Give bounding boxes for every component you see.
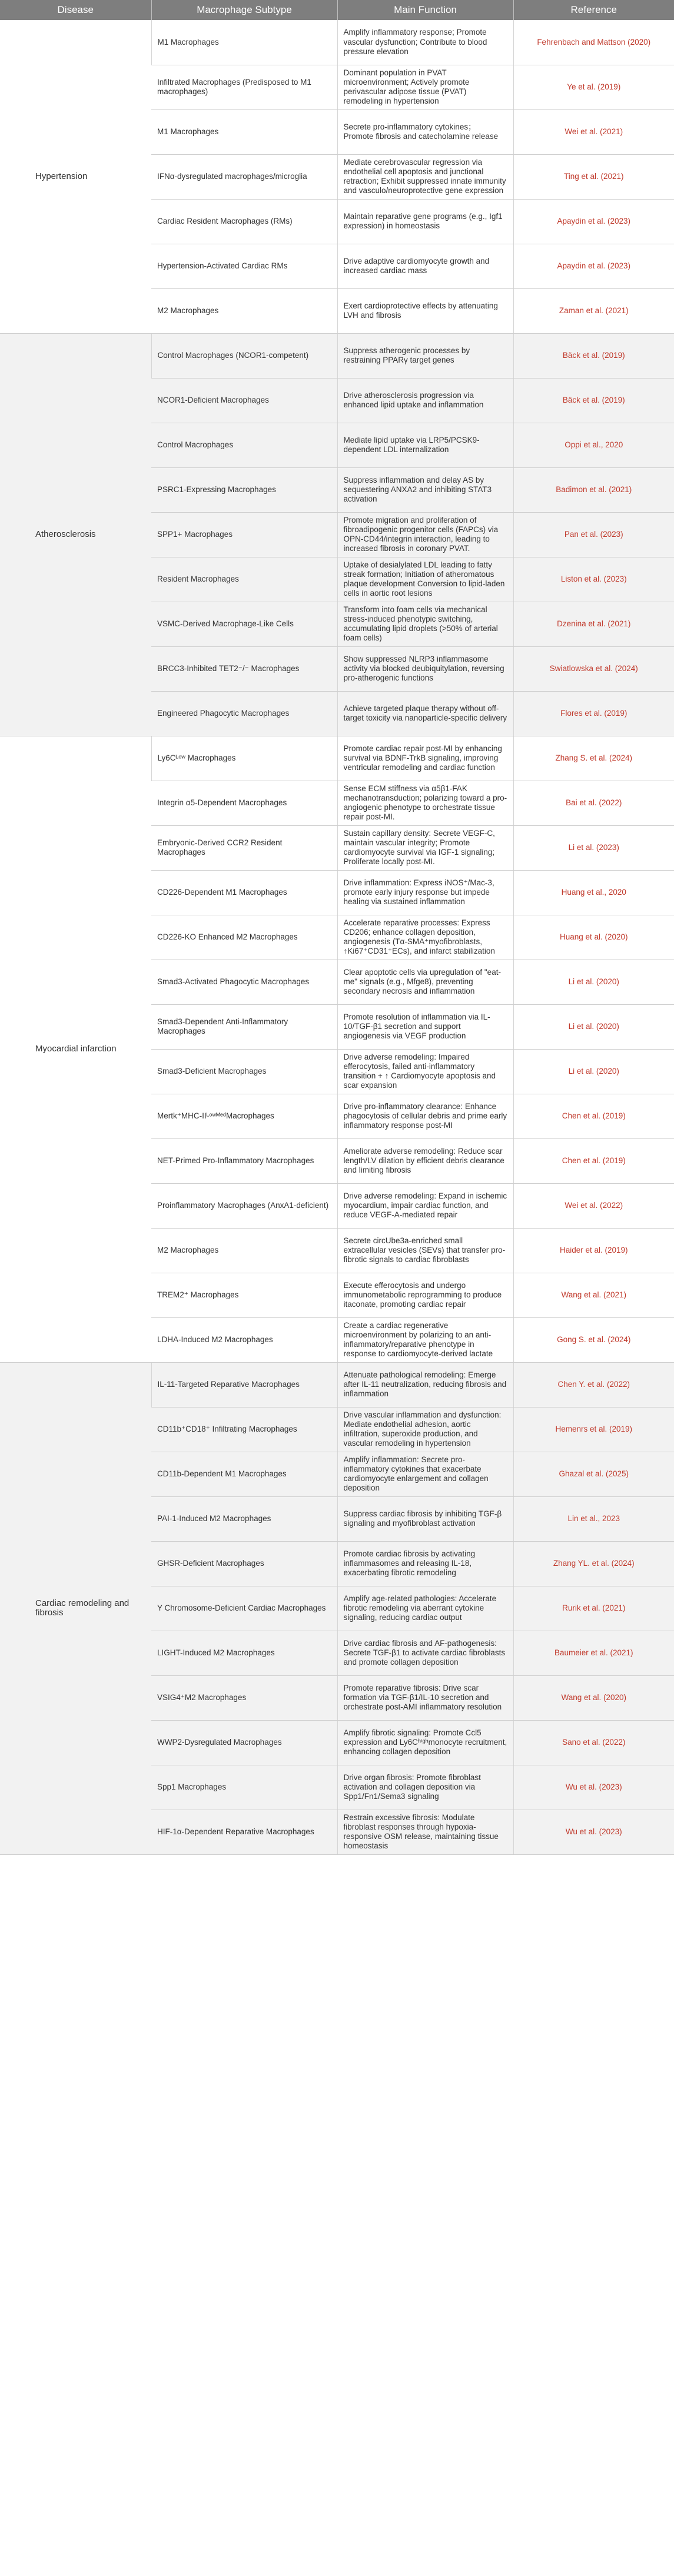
reference-cell: Huang et al. (2020) xyxy=(513,915,674,960)
function-cell: Secrete circUbe3a-enriched small extracellular vesicles (SEVs) that transfer pro-fibrotic signals to cardiac fibroblasts xyxy=(337,1228,513,1273)
function-cell: Suppress cardiac fibrosis by inhibiting TGF-β signaling and myofibroblast activation xyxy=(337,1496,513,1541)
reference-cell: Bäck et al. (2019) xyxy=(513,378,674,423)
function-cell: Transform into foam cells via mechanical stress-induced phenotypic switching, accumulating lipid droplets (>50% of arterial foam cells) xyxy=(337,602,513,646)
subtype-cell: CD11b-Dependent M1 Macrophages xyxy=(151,1452,337,1496)
function-cell: Show suppressed NLRP3 inflammasome activity via blocked deubiquitylation, reversing pro-atherogenic functions xyxy=(337,646,513,691)
reference-cell: Wang et al. (2020) xyxy=(513,1675,674,1720)
subtype-cell: Mertk⁺MHC-IIᴸᵒʷᴹᵉᵈMacrophages xyxy=(151,1094,337,1138)
header-disease: Disease xyxy=(0,0,151,20)
subtype-cell: NCOR1-Deficient Macrophages xyxy=(151,378,337,423)
reference-cell: Li et al. (2020) xyxy=(513,1004,674,1049)
function-cell: Mediate lipid uptake via LRP5/PCSK9-dependent LDL internalization xyxy=(337,423,513,467)
subtype-cell: Control Macrophages (NCOR1-competent) xyxy=(151,333,337,378)
function-cell: Promote resolution of inflammation via IL-10/TGF-β1 secretion and support angiogenesis via VEGF production xyxy=(337,1004,513,1049)
reference-cell: Rurik et al. (2021) xyxy=(513,1586,674,1631)
reference-cell: Ghazal et al. (2025) xyxy=(513,1452,674,1496)
function-cell: Drive atherosclerosis progression via enhanced lipid uptake and inflammation xyxy=(337,378,513,423)
function-cell: Amplify age-related pathologies: Accelerate fibrotic remodeling via aberrant cytokine signaling, reducing cardiac output xyxy=(337,1586,513,1631)
reference-cell: Pan et al. (2023) xyxy=(513,512,674,557)
subtype-cell: PAI-1-Induced M2 Macrophages xyxy=(151,1496,337,1541)
reference-cell: Liston et al. (2023) xyxy=(513,557,674,602)
reference-cell: Fehrenbach and Mattson (2020) xyxy=(513,20,674,65)
subtype-cell: GHSR-Deficient Macrophages xyxy=(151,1541,337,1586)
reference-cell: Wu et al. (2023) xyxy=(513,1765,674,1810)
function-cell: Promote cardiac fibrosis by activating inflammasomes and releasing IL-18, exacerbating fibrotic remodeling xyxy=(337,1541,513,1586)
reference-cell: Hemenrs et al. (2019) xyxy=(513,1407,674,1452)
function-cell: Sense ECM stiffness via α5β1-FAK mechanotransduction; polarizing toward a pro-angiogenic phenotype to orchestrate tissue repair post-MI. xyxy=(337,781,513,825)
reference-cell: Li et al. (2023) xyxy=(513,825,674,870)
subtype-cell: Integrin α5-Dependent Macrophages xyxy=(151,781,337,825)
subtype-cell: LIGHT-Induced M2 Macrophages xyxy=(151,1631,337,1675)
reference-cell: Lin et al., 2023 xyxy=(513,1496,674,1541)
disease-cell: Myocardial infarction xyxy=(0,736,151,1362)
table-row xyxy=(0,736,674,781)
disease-cell: Hypertension xyxy=(0,20,151,333)
reference-cell: Li et al. (2020) xyxy=(513,960,674,1004)
function-cell: Drive adverse remodeling: Impaired efferocytosis, failed anti-inflammatory transition + ↑ Cardiomyocyte apoptosis and scar expansion xyxy=(337,1049,513,1094)
function-cell: Drive pro-inflammatory clearance: Enhance phagocytosis of cellular debris and prime early inflammatory response post-MI xyxy=(337,1094,513,1138)
subtype-cell: CD11b⁺CD18⁺ Infiltrating Macrophages xyxy=(151,1407,337,1452)
function-cell: Suppress atherogenic processes by restraining PPARγ target genes xyxy=(337,333,513,378)
reference-cell: Badimon et al. (2021) xyxy=(513,467,674,512)
subtype-cell: SPP1+ Macrophages xyxy=(151,512,337,557)
function-cell: Uptake of desialylated LDL leading to fatty streak formation; Initiation of atheromatous plaque development Conversion to lipid-laden cells in aortic root lesions xyxy=(337,557,513,602)
reference-cell: Ting et al. (2021) xyxy=(513,154,674,199)
function-cell: Clear apoptotic cells via upregulation of "eat-me" signals (e.g., Mfge8), preventing secondary necrosis and inflammation xyxy=(337,960,513,1004)
reference-cell: Zhang S. et al. (2024) xyxy=(513,736,674,781)
reference-cell: Dzenina et al. (2021) xyxy=(513,602,674,646)
function-cell: Promote migration and proliferation of fibroadipogenic progenitor cells (FAPCs) via OPN-CD44/integrin interaction, leading to increased fibrosis in coronary PVAT. xyxy=(337,512,513,557)
subtype-cell: NET-Primed Pro-Inflammatory Macrophages xyxy=(151,1138,337,1183)
subtype-cell: Ly6Cᴸᵒʷ Macrophages xyxy=(151,736,337,781)
subtype-cell: BRCC3-Inhibited TET2⁻/⁻ Macrophages xyxy=(151,646,337,691)
subtype-cell: Proinflammatory Macrophages (AnxA1-deficient) xyxy=(151,1183,337,1228)
reference-cell: Bai et al. (2022) xyxy=(513,781,674,825)
disease-cell: Cardiac remodeling and fibrosis xyxy=(0,1362,151,1854)
reference-cell: Zhang YL. et al. (2024) xyxy=(513,1541,674,1586)
reference-cell: Baumeier et al. (2021) xyxy=(513,1631,674,1675)
reference-cell: Oppi et al., 2020 xyxy=(513,423,674,467)
reference-cell: Ye et al. (2019) xyxy=(513,65,674,109)
subtype-cell: Engineered Phagocytic Macrophages xyxy=(151,691,337,736)
subtype-cell: Control Macrophages xyxy=(151,423,337,467)
function-cell: Promote reparative fibrosis: Drive scar formation via TGF-β1/IL-10 secretion and orchestrate post-AMI inflammatory resolution xyxy=(337,1675,513,1720)
table-body xyxy=(0,20,674,1854)
reference-cell: Sano et al. (2022) xyxy=(513,1720,674,1765)
subtype-cell: M2 Macrophages xyxy=(151,288,337,333)
subtype-cell: Smad3-Deficient Macrophages xyxy=(151,1049,337,1094)
reference-cell: Chen et al. (2019) xyxy=(513,1094,674,1138)
subtype-cell: WWP2-Dysregulated Macrophages xyxy=(151,1720,337,1765)
subtype-cell: M1 Macrophages xyxy=(151,109,337,154)
function-cell: Drive cardiac fibrosis and AF-pathogenesis: Secrete TGF-β1 to activate cardiac fibroblasts and promote collagen deposition xyxy=(337,1631,513,1675)
header-subtype: Macrophage Subtype xyxy=(151,0,337,20)
reference-cell: Wang et al. (2021) xyxy=(513,1273,674,1317)
subtype-cell: Smad3-Dependent Anti-Inflammatory Macrophages xyxy=(151,1004,337,1049)
reference-cell: Apaydin et al. (2023) xyxy=(513,199,674,244)
function-cell: Drive adverse remodeling: Expand in ischemic myocardium, impair cardiac function, and reduce VEGF-A-mediated repair xyxy=(337,1183,513,1228)
subtype-cell: VSIG4⁺M2 Macrophages xyxy=(151,1675,337,1720)
function-cell: Mediate cerebrovascular regression via endothelial cell apoptosis and junctional retraction; Exhibit suppressed innate immunity and vasculo/neuroprotective gene expression xyxy=(337,154,513,199)
table-row xyxy=(0,1362,674,1407)
reference-cell: Chen Y. et al. (2022) xyxy=(513,1362,674,1407)
reference-cell: Swiatlowska et al. (2024) xyxy=(513,646,674,691)
table-row xyxy=(0,20,674,65)
reference-cell: Huang et al., 2020 xyxy=(513,870,674,915)
function-cell: Amplify inflammation: Secrete pro-inflammatory cytokines that exacerbate cardiomyocyte enlargement and collagen deposition xyxy=(337,1452,513,1496)
reference-cell: Bäck et al. (2019) xyxy=(513,333,674,378)
function-cell: Exert cardioprotective effects by attenuating LVH and fibrosis xyxy=(337,288,513,333)
function-cell: Drive organ fibrosis: Promote fibroblast activation and collagen deposition via Spp1/Fn1/Sema3 signaling xyxy=(337,1765,513,1810)
subtype-cell: Smad3-Activated Phagocytic Macrophages xyxy=(151,960,337,1004)
function-cell: Amplify fibrotic signaling: Promote Ccl5 expression and Ly6Cʰⁱᵍʰmonocyte recruitment, enhancing collagen deposition xyxy=(337,1720,513,1765)
function-cell: Ameliorate adverse remodeling: Reduce scar length/LV dilation by efficient debris clearance and limiting fibrosis xyxy=(337,1138,513,1183)
header-row xyxy=(0,0,674,20)
function-cell: Drive inflammation: Express iNOS⁺/Mac-3, promote early injury response but impede healing via sustained inflammation xyxy=(337,870,513,915)
subtype-cell: IFNα-dysregulated macrophages/microglia xyxy=(151,154,337,199)
subtype-cell: CD226-KO Enhanced M2 Macrophages xyxy=(151,915,337,960)
reference-cell: Wu et al. (2023) xyxy=(513,1810,674,1854)
reference-cell: Gong S. et al. (2024) xyxy=(513,1317,674,1362)
function-cell: Secrete pro-inflammatory cytokines； Promote fibrosis and catecholamine release xyxy=(337,109,513,154)
function-cell: Sustain capillary density: Secrete VEGF-C, maintain vascular integrity; Promote cardiomyocyte survival via IGF-1 signaling; Proliferate locally post-MI. xyxy=(337,825,513,870)
function-cell: Suppress inflammation and delay AS by sequestering ANXA2 and inhibiting STAT3 activation xyxy=(337,467,513,512)
function-cell: Drive vascular inflammation and dysfunction: Mediate endothelial adhesion, aortic infiltration, superoxide production, and vascular remodeling in hypertension xyxy=(337,1407,513,1452)
reference-cell: Zaman et al. (2021) xyxy=(513,288,674,333)
function-cell: Dominant population in PVAT microenvironment; Actively promote perivascular adipose tissue (PVAT) remodeling in hypertension xyxy=(337,65,513,109)
disease-cell: Atherosclerosis xyxy=(0,333,151,736)
function-cell: Accelerate reparative processes: Express CD206; enhance collagen deposition, angiogenesis (Tα-SMA⁺myofibroblasts, ↑Ki67⁺CD31⁺ECs), and infarct stabilization xyxy=(337,915,513,960)
function-cell: Drive adaptive cardiomyocyte growth and increased cardiac mass xyxy=(337,244,513,288)
table-row xyxy=(0,333,674,378)
function-cell: Amplify inflammatory response; Promote vascular dysfunction; Contribute to blood pressure elevation xyxy=(337,20,513,65)
reference-cell: Flores et al. (2019) xyxy=(513,691,674,736)
subtype-cell: Cardiac Resident Macrophages (RMs) xyxy=(151,199,337,244)
subtype-cell: M2 Macrophages xyxy=(151,1228,337,1273)
subtype-cell: LDHA-Induced M2 Macrophages xyxy=(151,1317,337,1362)
subtype-cell: Embryonic-Derived CCR2 Resident Macrophages xyxy=(151,825,337,870)
subtype-cell: M1 Macrophages xyxy=(151,20,337,65)
function-cell: Execute efferocytosis and undergo immunometabolic reprogramming to produce itaconate, promoting cardiac repair xyxy=(337,1273,513,1317)
reference-cell: Wei et al. (2022) xyxy=(513,1183,674,1228)
subtype-cell: CD226-Dependent M1 Macrophages xyxy=(151,870,337,915)
function-cell: Maintain reparative gene programs (e.g., Igf1 expression) in homeostasis xyxy=(337,199,513,244)
subtype-cell: Infiltrated Macrophages (Predisposed to M1 macrophages) xyxy=(151,65,337,109)
reference-cell: Wei et al. (2021) xyxy=(513,109,674,154)
reference-cell: Haider et al. (2019) xyxy=(513,1228,674,1273)
subtype-cell: Spp1 Macrophages xyxy=(151,1765,337,1810)
subtype-cell: TREM2⁺ Macrophages xyxy=(151,1273,337,1317)
subtype-cell: VSMC-Derived Macrophage-Like Cells xyxy=(151,602,337,646)
function-cell: Restrain excessive fibrosis: Modulate fibroblast responses through hypoxia-responsive OSM release, maintaining tissue homeostasis xyxy=(337,1810,513,1854)
subtype-cell: HIF-1α-Dependent Reparative Macrophages xyxy=(151,1810,337,1854)
subtype-cell: Hypertension-Activated Cardiac RMs xyxy=(151,244,337,288)
function-cell: Achieve targeted plaque therapy without off-target toxicity via nanoparticle-specific delivery xyxy=(337,691,513,736)
header-reference: Reference xyxy=(513,0,674,20)
function-cell: Create a cardiac regenerative microenvironment by polarizing to an anti-inflammatory/reparative phenotype in response to cardiomyocyte-derived lactate xyxy=(337,1317,513,1362)
reference-cell: Li et al. (2020) xyxy=(513,1049,674,1094)
reference-cell: Chen et al. (2019) xyxy=(513,1138,674,1183)
subtype-cell: PSRC1-Expressing Macrophages xyxy=(151,467,337,512)
reference-cell: Apaydin et al. (2023) xyxy=(513,244,674,288)
header-function: Main Function xyxy=(337,0,513,20)
function-cell: Promote cardiac repair post-MI by enhancing survival via BDNF-TrkB signaling, improving ventricular remodeling and cardiac function xyxy=(337,736,513,781)
subtype-cell: Y Chromosome-Deficient Cardiac Macrophages xyxy=(151,1586,337,1631)
subtype-cell: Resident Macrophages xyxy=(151,557,337,602)
subtype-cell: IL-11-Targeted Reparative Macrophages xyxy=(151,1362,337,1407)
function-cell: Attenuate pathological remodeling: Emerge after IL-11 neutralization, reducing fibrosis and inflammation xyxy=(337,1362,513,1407)
